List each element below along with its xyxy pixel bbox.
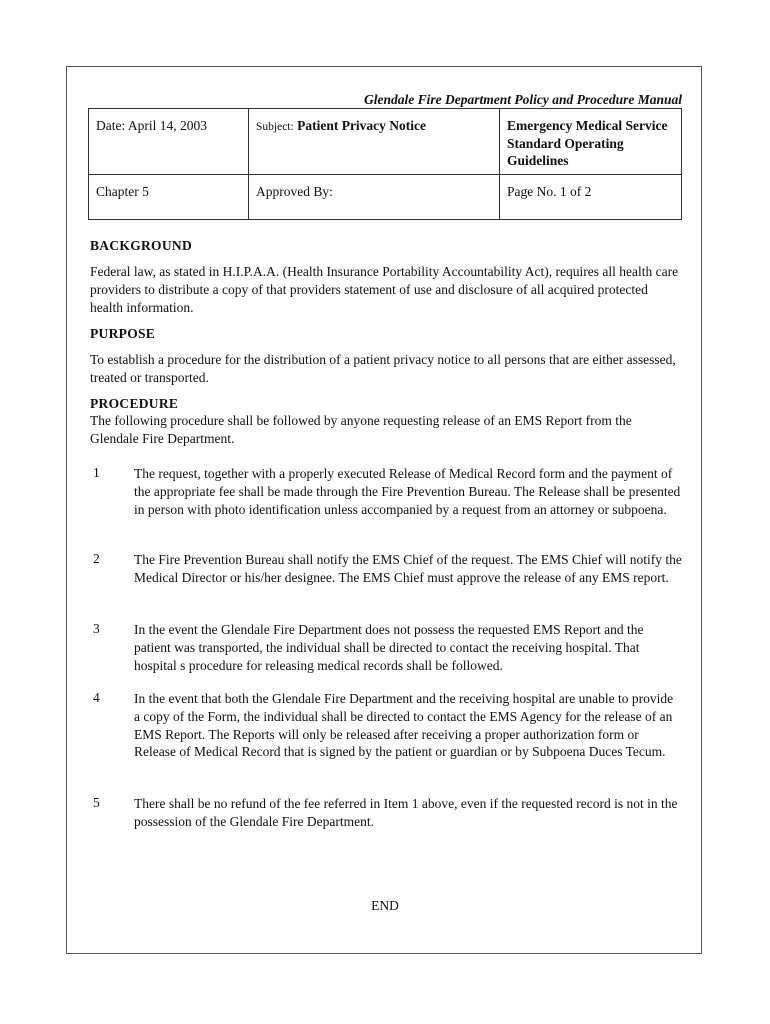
procedure-item-number: 3 bbox=[93, 621, 100, 636]
procedure-item-text: In the event that both the Glendale Fire Department and the receiving hospital are unable to provide a copy of the Form, the individual shall be directed to contact the EMS Agency for the release of an EMS Report. The Reports will only be released after receiving a proper authorization form or Release of Medical Record that is signed by the patient or guardian or by Subpoena Duces Tecum. bbox=[134, 691, 674, 760]
date-cell: Date: April 14, 2003 bbox=[89, 109, 249, 175]
chapter-cell: Chapter 5 bbox=[89, 174, 249, 219]
procedure-item-number: 2 bbox=[93, 551, 100, 566]
header-table bbox=[88, 108, 682, 220]
manual-title: Glendale Fire Department Policy and Procedure Manual bbox=[364, 92, 682, 107]
procedure-item-number: 1 bbox=[93, 465, 100, 480]
page-number-cell: Page No. 1 of 2 bbox=[500, 174, 682, 219]
purpose-text: To establish a procedure for the distribution of a patient privacy notice to all persons that are either assessed, treated or transported. bbox=[90, 352, 676, 385]
procedure-item-text: The request, together with a properly executed Release of Medical Record form and the payment of the appropriate fee shall be made through the Fire Prevention Bureau. The Release shall be presented in person with photo identification unless accompanied by a request from an attorney or subpoena. bbox=[134, 466, 681, 517]
header-row bbox=[89, 174, 682, 219]
approved-by-cell: Approved By: bbox=[249, 174, 500, 219]
background-text: Federal law, as stated in H.I.P.A.A. (Health Insurance Portability Accountability Act), requires all health care providers to distribute a copy of that providers statement of use and disclosure of all acquired protected health information. bbox=[90, 264, 679, 315]
procedure-item-text: In the event the Glendale Fire Department does not possess the requested EMS Report and the patient was transported, the individual shall be directed to contact the receiving hospital. That hospital s procedure for releasing medical records shall be followed. bbox=[134, 622, 644, 673]
subject-label: Subject: bbox=[256, 121, 294, 133]
guideline-title-cell: Emergency Medical Service Standard Operating Guidelines bbox=[500, 109, 682, 175]
procedure-heading: PROCEDURE bbox=[90, 396, 179, 411]
background-heading: BACKGROUND bbox=[90, 238, 193, 253]
procedure-item-text: There shall be no refund of the fee referred in Item 1 above, even if the requested record is not in the possession of the Glendale Fire Department. bbox=[134, 796, 678, 829]
procedure-item-text: The Fire Prevention Bureau shall notify the EMS Chief of the request. The EMS Chief will notify the Medical Director or his/her designee. The EMS Chief must approve the release of any EMS report. bbox=[134, 552, 682, 585]
purpose-heading: PURPOSE bbox=[90, 326, 156, 341]
procedure-intro: The following procedure shall be followed by anyone requesting release of an EMS Report from the Glendale Fire Department. bbox=[90, 413, 632, 446]
subject-cell bbox=[249, 109, 500, 175]
procedure-item-number: 4 bbox=[93, 690, 100, 705]
end-marker: END bbox=[371, 898, 399, 913]
procedure-item-number: 5 bbox=[93, 795, 100, 810]
subject-value: Patient Privacy Notice bbox=[297, 118, 427, 133]
header-row bbox=[89, 109, 682, 175]
